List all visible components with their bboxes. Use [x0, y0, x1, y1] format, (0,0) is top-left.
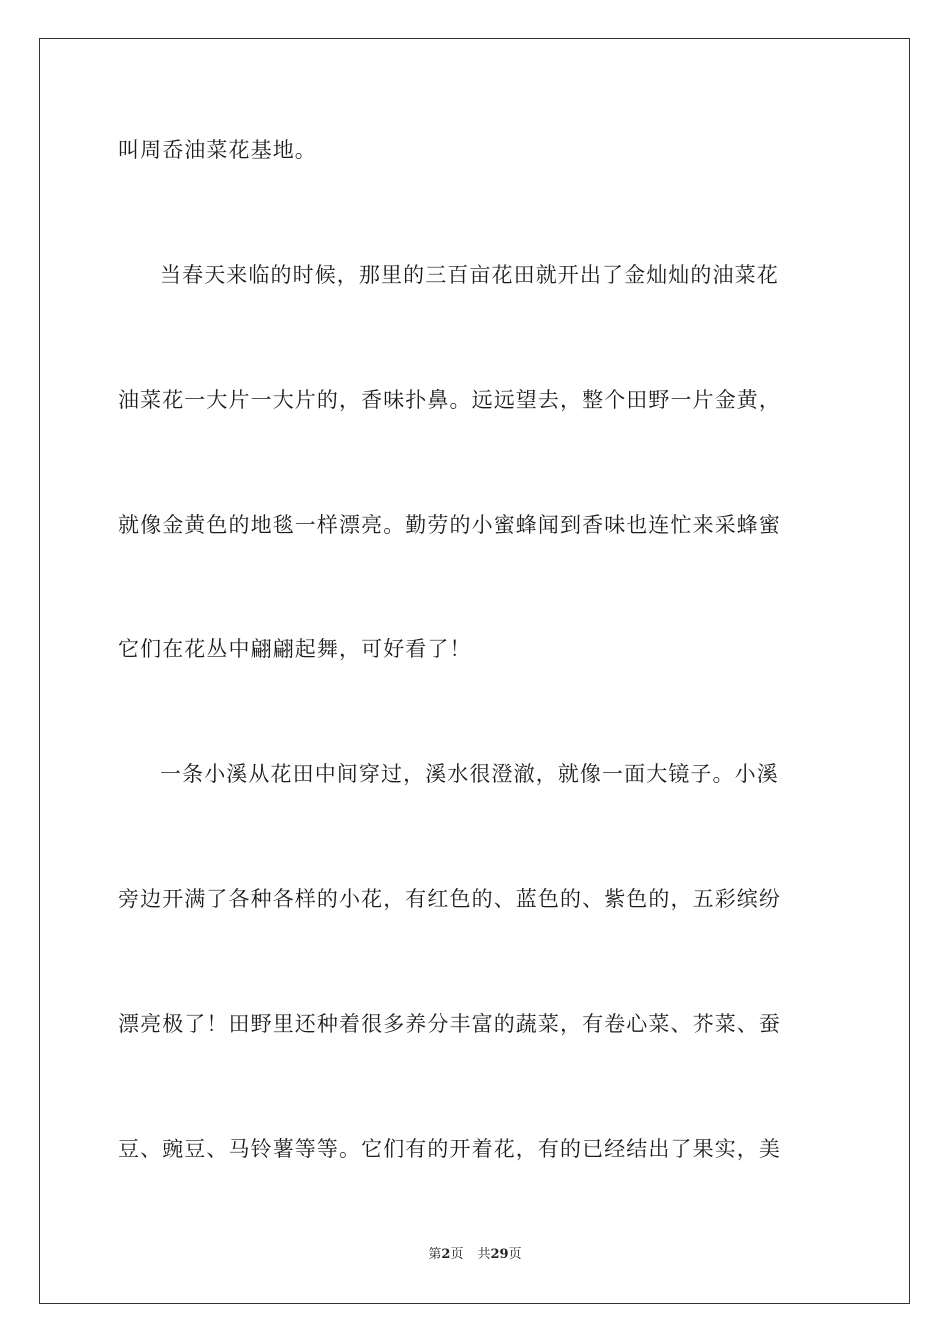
text-line-6: 一条小溪从花田中间穿过，溪水很澄澈，就像一面大镜子。小溪: [160, 762, 779, 786]
text-line-9: 豆、豌豆、马铃薯等等。它们有的开着花，有的已经结出了果实，美: [118, 1137, 781, 1161]
total-label-suffix: 页: [508, 1247, 522, 1262]
text-line-2: 当春天来临的时候，那里的三百亩花田就开出了金灿灿的油菜花: [160, 263, 779, 287]
page-label-prefix: 第: [428, 1247, 442, 1262]
text-line-8: 漂亮极了！田野里还种着很多养分丰富的蔬菜，有卷心菜、芥菜、蚕: [118, 1012, 781, 1036]
total-pages: 29: [490, 1247, 509, 1262]
page-border: [39, 38, 910, 1304]
text-line-3: 油菜花一大片一大片的，香味扑鼻。远远望去，整个田野一片金黄，: [118, 388, 781, 412]
page-footer: [0, 1246, 950, 1264]
text-line-5: 它们在花丛中翩翩起舞，可好看了！: [118, 637, 472, 661]
text-line-1: 叫周岙油菜花基地。: [118, 138, 317, 162]
page-label-suffix: 页: [450, 1247, 464, 1262]
page-number: 2: [441, 1247, 451, 1262]
text-line-4: 就像金黄色的地毯一样漂亮。勤劳的小蜜蜂闻到香味也连忙来采蜂蜜: [118, 513, 781, 537]
total-label-prefix: 共: [477, 1247, 491, 1262]
text-line-7: 旁边开满了各种各样的小花，有红色的、蓝色的、紫色的，五彩缤纷: [118, 887, 781, 911]
